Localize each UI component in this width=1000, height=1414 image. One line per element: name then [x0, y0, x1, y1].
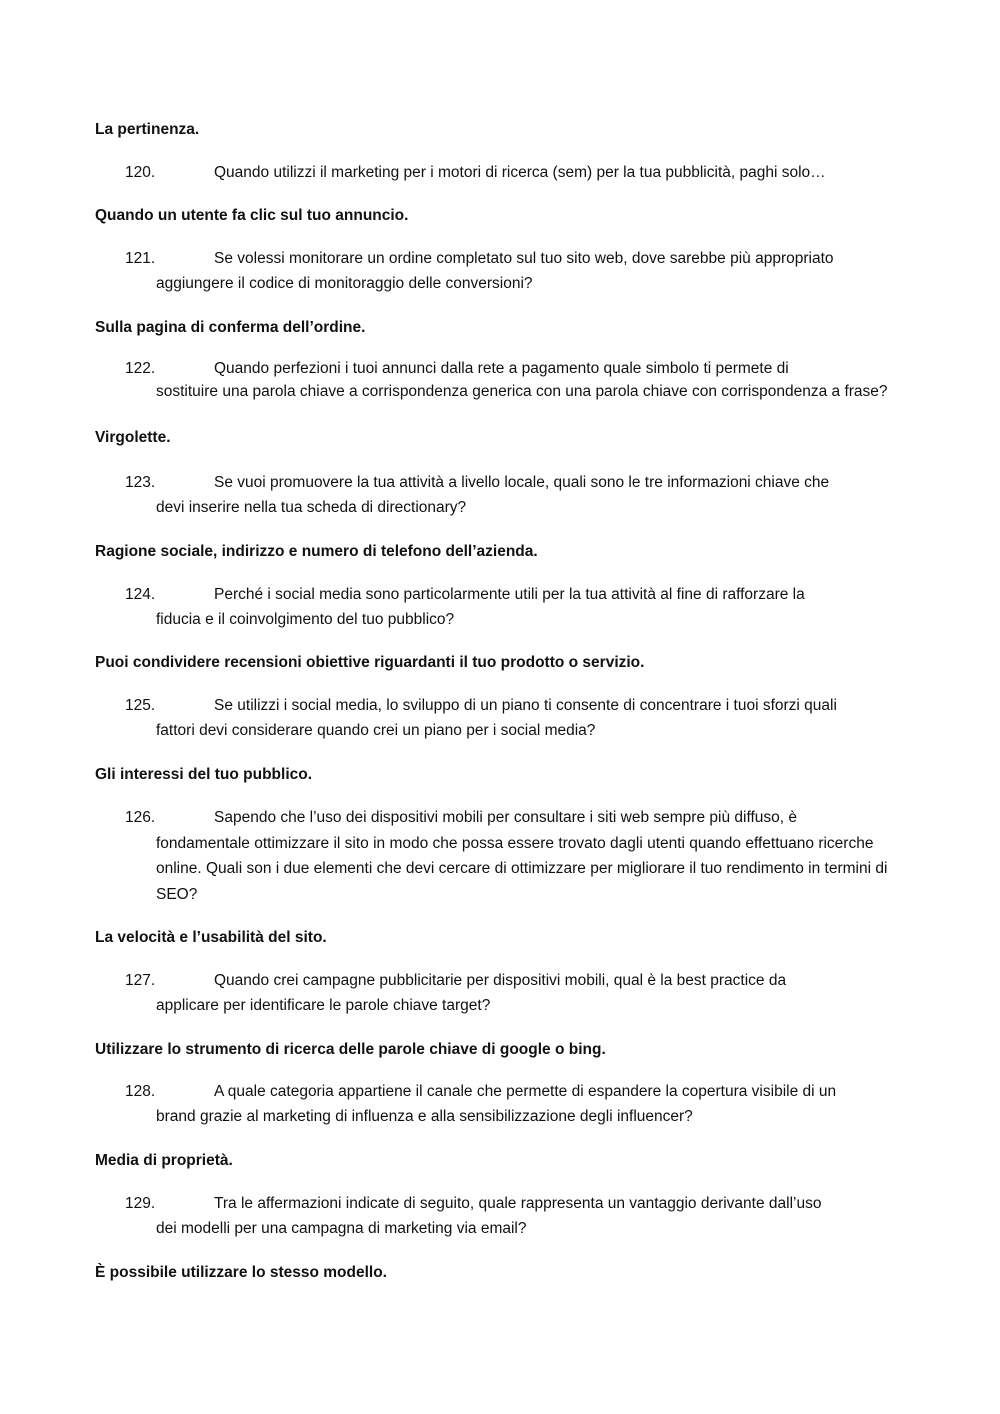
question-text-continued: fattori devi considerare quando crei un piano per i social media? — [156, 722, 596, 739]
question-text-continued: fondamentale ottimizzare il sito in modo che possa essere trovato dagli utenti quando effettuano ricerche online. Quali son i due elementi che devi cercare di ottimizzare per migliorare il tuo rendimento in termini di SEO? — [156, 834, 888, 903]
question-text-continued: aggiungere il codice di monitoraggio delle conversioni? — [156, 275, 533, 292]
question-number: 122. — [125, 360, 156, 377]
question-text-continued: dei modelli per una campagna di marketing via email? — [156, 1220, 527, 1237]
question-124 — [125, 582, 910, 632]
question-text: Sapendo che l’uso dei dispositivi mobili per consultare i siti web sempre più diffuso, è — [214, 809, 797, 826]
question-number: 128. — [125, 1083, 156, 1100]
question-text: Tra le affermazioni indicate di seguito, quale rappresenta un vantaggio derivante dall’uso — [214, 1195, 822, 1212]
question-126 — [125, 805, 910, 907]
question-text-continued: sostituire una parola chiave a corrispondenza generica con una parola chiave con corrispondenza a frase? — [156, 383, 888, 400]
question-text-continued: applicare per identificare le parole chiave target? — [156, 997, 491, 1014]
question-number: 124. — [125, 586, 156, 603]
question-number: 121. — [125, 250, 156, 267]
question-number: 127. — [125, 972, 156, 989]
question-text-continued: devi inserire nella tua scheda di directionary? — [156, 499, 467, 516]
question-text: Quando utilizzi il marketing per i motori di ricerca (sem) per la tua pubblicità, paghi solo… — [214, 164, 826, 181]
answer-text: La pertinenza. — [95, 121, 200, 138]
question-number: 125. — [125, 697, 156, 714]
question-123 — [125, 470, 910, 520]
question-127 — [125, 968, 910, 1018]
question-129 — [125, 1191, 910, 1241]
question-text: Quando crei campagne pubblicitarie per dispositivi mobili, qual è la best practice da — [214, 972, 787, 989]
question-text: Se utilizzi i social media, lo sviluppo di un piano ti consente di concentrare i tuoi sforzi quali — [214, 697, 837, 714]
answer-125: Gli interessi del tuo pubblico. — [95, 766, 313, 783]
answer-124: Puoi condividere recensioni obiettive riguardanti il tuo prodotto o servizio. — [95, 654, 645, 671]
question-text-continued: brand grazie al marketing di influenza e alla sensibilizzazione degli influencer? — [156, 1108, 693, 1125]
question-text: Se vuoi promuovere la tua attività a livello locale, quali sono le tre informazioni chiave che — [214, 474, 830, 491]
question-128 — [125, 1079, 910, 1129]
answer-121: Sulla pagina di conferma dell’ordine. — [95, 319, 366, 336]
question-121 — [125, 246, 910, 296]
question-number: 120. — [125, 164, 156, 181]
answer-120: Quando un utente fa clic sul tuo annuncio. — [95, 207, 409, 224]
answer-122: Virgolette. — [95, 429, 171, 446]
answer-129: È possibile utilizzare lo stesso modello. — [95, 1264, 387, 1281]
question-text: Perché i social media sono particolarmente utili per la tua attività al fine di rafforzare la — [214, 586, 805, 603]
question-text-continued: fiducia e il coinvolgimento del tuo pubblico? — [156, 611, 455, 628]
question-122 — [125, 357, 910, 403]
answer-128: Media di proprietà. — [95, 1152, 233, 1169]
question-125 — [125, 693, 910, 743]
question-number: 123. — [125, 474, 156, 491]
answer-126: La velocità e l’usabilità del sito. — [95, 929, 327, 946]
question-text: A quale categoria appartiene il canale che permette di espandere la copertura visibile di un — [214, 1083, 837, 1100]
question-text: Se volessi monitorare un ordine completato sul tuo sito web, dove sarebbe più appropriato — [214, 250, 834, 267]
question-text: Quando perfezioni i tuoi annunci dalla rete a pagamento quale simbolo ti permete di — [214, 360, 789, 377]
question-number: 126. — [125, 809, 156, 826]
answer-127: Utilizzare lo strumento di ricerca delle parole chiave di google o bing. — [95, 1041, 606, 1058]
question-number: 129. — [125, 1195, 156, 1212]
answer-123: Ragione sociale, indirizzo e numero di telefono dell’azienda. — [95, 543, 538, 560]
question-120 — [125, 160, 910, 185]
